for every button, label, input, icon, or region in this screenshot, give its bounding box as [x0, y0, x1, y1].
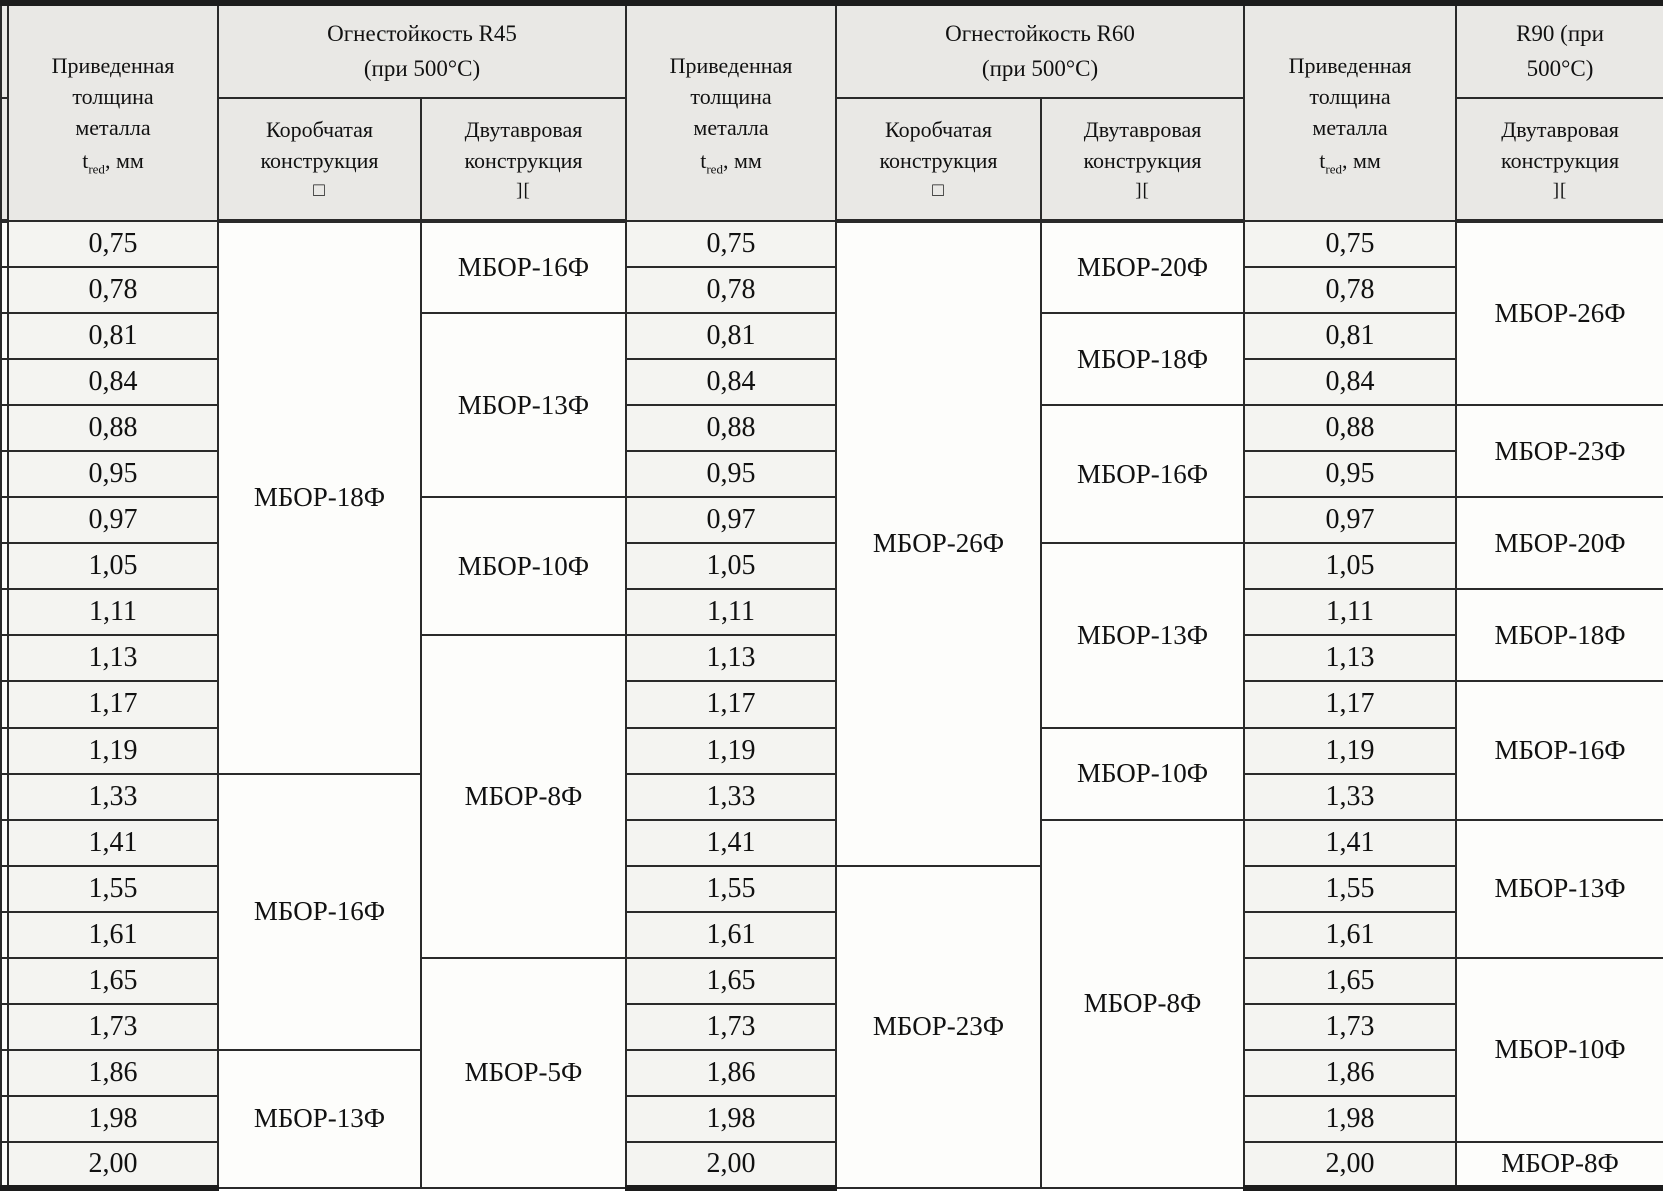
mbor-cell: МБОР-8Ф	[1041, 820, 1244, 1188]
thickness-cell: 0,97	[8, 497, 218, 543]
cropped-left-cell	[1, 313, 8, 359]
thickness-cell: 1,86	[1244, 1050, 1456, 1096]
cropped-left-cell	[1, 543, 8, 589]
thickness-cell: 0,95	[8, 451, 218, 497]
header-group-r90: R90 (при 500°C)	[1456, 3, 1663, 98]
cropped-left-cell	[1, 635, 8, 681]
header-thickness-r60	[626, 3, 836, 221]
thickness-cell: 0,75	[626, 221, 836, 267]
cropped-left-cell	[1, 728, 8, 774]
thickness-cell: 1,55	[626, 866, 836, 912]
thickness-cell: 1,33	[1244, 774, 1456, 820]
mbor-cell: МБОР-10Ф	[1456, 958, 1663, 1142]
thickness-cell: 0,81	[1244, 313, 1456, 359]
table-row	[1, 774, 1663, 820]
cropped-left-column-subheader	[1, 98, 8, 221]
thickness-cell: 1,65	[626, 958, 836, 1004]
mbor-cell: МБОР-18Ф	[218, 221, 421, 774]
thickness-cell: 0,81	[8, 313, 218, 359]
thickness-cell: 1,65	[1244, 958, 1456, 1004]
mbor-cell: МБОР-23Ф	[836, 866, 1041, 1188]
thickness-cell: 1,05	[1244, 543, 1456, 589]
thickness-cell: 1,61	[626, 912, 836, 958]
header-col-r45-dvutavrovaya: Двутавровая конструкция ][	[421, 98, 626, 221]
thickness-formula: $t_{red}$, мм	[1319, 148, 1381, 177]
mbor-cell: МБОР-16Ф	[1456, 681, 1663, 819]
mbor-cell: МБОР-13Ф	[1041, 543, 1244, 727]
thickness-cell: 1,13	[1244, 635, 1456, 681]
thickness-cell: 0,84	[626, 359, 836, 405]
header-thickness-r45	[8, 3, 218, 221]
mbor-cell: МБОР-18Ф	[1041, 313, 1244, 405]
header-col-r60-dvutavrovaya: Двутавровая конструкция ][	[1041, 98, 1244, 221]
thickness-header-line: металла	[1312, 115, 1388, 140]
mbor-cell: МБОР-13Ф	[218, 1050, 421, 1188]
thickness-cell: 1,05	[8, 543, 218, 589]
thickness-cell: 1,33	[8, 774, 218, 820]
box-section-icon: □	[313, 180, 326, 202]
thickness-cell: 1,73	[8, 1004, 218, 1050]
cropped-left-cell	[1, 359, 8, 405]
mbor-cell: МБОР-18Ф	[1456, 589, 1663, 681]
thickness-cell: 1,73	[1244, 1004, 1456, 1050]
mbor-cell: МБОР-8Ф	[1456, 1142, 1663, 1188]
mbor-cell: МБОР-16Ф	[218, 774, 421, 1050]
thickness-cell: 1,41	[8, 820, 218, 866]
mbor-cell: МБОР-23Ф	[1456, 405, 1663, 497]
cropped-left-cell	[1, 866, 8, 912]
mbor-cell: МБОР-13Ф	[1456, 820, 1663, 958]
thickness-cell: 1,86	[8, 1050, 218, 1096]
cropped-left-cell	[1, 1050, 8, 1096]
cropped-left-cell	[1, 221, 8, 267]
thickness-cell: 1,13	[626, 635, 836, 681]
table-header	[1, 3, 1663, 221]
cropped-left-cell	[1, 1004, 8, 1050]
mbor-cell: МБОР-20Ф	[1456, 497, 1663, 589]
thickness-cell: 1,11	[1244, 589, 1456, 635]
header-thickness-r90	[1244, 3, 1456, 221]
thickness-header-line: толщина	[690, 83, 772, 109]
thickness-header-line: толщина	[1309, 83, 1391, 109]
cropped-left-column-header	[1, 3, 8, 98]
thickness-cell: 0,78	[8, 267, 218, 313]
cropped-left-cell	[1, 405, 8, 451]
cropped-left-cell	[1, 451, 8, 497]
thickness-cell: 0,97	[1244, 497, 1456, 543]
header-col-r90-dvutavrovaya: Двутавровая конструкция ][	[1456, 98, 1663, 221]
thickness-header-line: толщина	[72, 83, 154, 109]
thickness-cell: 1,19	[1244, 728, 1456, 774]
thickness-header-line: Приведенная	[51, 52, 175, 78]
thickness-header-line: Приведенная	[1288, 52, 1412, 78]
mbor-cell: МБОР-10Ф	[421, 497, 626, 635]
thickness-cell: 1,17	[626, 681, 836, 727]
thickness-header-line: металла	[693, 115, 769, 140]
header-group-r60: Огнестойкость R60 (при 500°C)	[836, 3, 1244, 98]
thickness-cell: 0,75	[1244, 221, 1456, 267]
thickness-cell: 1,55	[1244, 866, 1456, 912]
thickness-cell: 1,41	[1244, 820, 1456, 866]
cropped-left-cell	[1, 681, 8, 727]
thickness-formula: $t_{red}$, мм	[700, 148, 762, 177]
thickness-cell: 0,88	[8, 405, 218, 451]
cropped-left-cell	[1, 1142, 8, 1188]
mbor-cell: МБОР-26Ф	[1456, 221, 1663, 405]
i-beam-section-icon: ][	[516, 180, 531, 202]
thickness-cell: 0,95	[626, 451, 836, 497]
thickness-cell: 1,19	[8, 728, 218, 774]
thickness-cell: 1,11	[626, 589, 836, 635]
i-beam-section-icon: ][	[1135, 180, 1150, 202]
thickness-cell: 1,73	[626, 1004, 836, 1050]
thickness-cell: 0,88	[1244, 405, 1456, 451]
header-col-r60-korobchataya: Коробчатая конструкция □	[836, 98, 1041, 221]
thickness-cell: 1,98	[8, 1096, 218, 1142]
thickness-cell: 0,84	[8, 359, 218, 405]
thickness-cell: 0,78	[626, 267, 836, 313]
thickness-cell: 0,88	[626, 405, 836, 451]
box-section-icon: □	[932, 180, 945, 202]
mbor-cell: МБОР-16Ф	[421, 221, 626, 313]
thickness-cell: 1,17	[8, 681, 218, 727]
thickness-cell: 0,78	[1244, 267, 1456, 313]
thickness-cell: 1,98	[1244, 1096, 1456, 1142]
mbor-cell: МБОР-26Ф	[836, 221, 1041, 866]
thickness-header-line: Приведенная	[669, 52, 793, 78]
cropped-left-cell	[1, 820, 8, 866]
thickness-cell: 1,17	[1244, 681, 1456, 727]
mbor-cell: МБОР-8Ф	[421, 635, 626, 957]
mbor-cell: МБОР-13Ф	[421, 313, 626, 497]
cropped-left-cell	[1, 1096, 8, 1142]
thickness-cell: 0,84	[1244, 359, 1456, 405]
thickness-cell: 2,00	[8, 1142, 218, 1188]
i-beam-section-icon: ][	[1552, 180, 1568, 202]
thickness-cell: 2,00	[626, 1142, 836, 1188]
thickness-cell: 1,55	[8, 866, 218, 912]
thickness-cell: 2,00	[1244, 1142, 1456, 1188]
header-col-r45-korobchataya: Коробчатая конструкция □	[218, 98, 421, 221]
thickness-cell: 1,61	[1244, 912, 1456, 958]
thickness-cell: 1,13	[8, 635, 218, 681]
thickness-cell: 1,11	[8, 589, 218, 635]
cropped-left-cell	[1, 958, 8, 1004]
thickness-cell: 1,98	[626, 1096, 836, 1142]
thickness-cell: 0,97	[626, 497, 836, 543]
table-row	[1, 221, 1663, 267]
mbor-cell: МБОР-16Ф	[1041, 405, 1244, 543]
table-row	[1, 1050, 1663, 1096]
thickness-cell: 1,86	[626, 1050, 836, 1096]
thickness-cell: 1,05	[626, 543, 836, 589]
mbor-cell: МБОР-20Ф	[1041, 221, 1244, 313]
thickness-cell: 1,61	[8, 912, 218, 958]
cropped-left-cell	[1, 267, 8, 313]
thickness-cell: 1,33	[626, 774, 836, 820]
mbor-cell: МБОР-10Ф	[1041, 728, 1244, 820]
cropped-left-cell	[1, 912, 8, 958]
thickness-cell: 0,95	[1244, 451, 1456, 497]
mbor-cell: МБОР-5Ф	[421, 958, 626, 1188]
thickness-header-line: металла	[75, 115, 151, 140]
cropped-left-cell	[1, 774, 8, 820]
cropped-left-cell	[1, 589, 8, 635]
thickness-cell: 0,81	[626, 313, 836, 359]
cropped-left-cell	[1, 497, 8, 543]
thickness-cell: 1,19	[626, 728, 836, 774]
thickness-cell: 0,75	[8, 221, 218, 267]
thickness-cell: 1,65	[8, 958, 218, 1004]
thickness-cell: 1,41	[626, 820, 836, 866]
thickness-formula: $t_{red}$, мм	[82, 148, 144, 177]
table-body	[1, 221, 1663, 1188]
header-group-r45: Огнестойкость R45 (при 500°C)	[218, 3, 626, 98]
